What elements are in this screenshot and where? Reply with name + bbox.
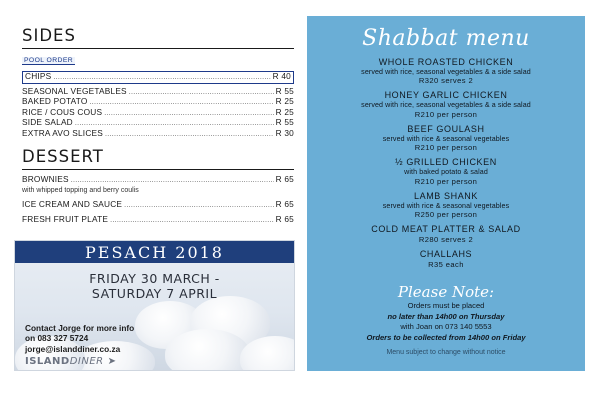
note-deadline: no later than 14h00 on Thursday	[387, 311, 505, 321]
shabbat-item-price: R210 per person	[414, 143, 478, 153]
item-name: SIDE SALAD	[22, 117, 73, 128]
shabbat-item-name: LAMB SHANK	[413, 190, 479, 201]
shabbat-item	[307, 57, 585, 85]
pesach-dates	[15, 271, 294, 301]
item-price: R 25	[275, 106, 294, 117]
sides-title: SIDES	[22, 26, 76, 45]
shabbat-item	[307, 224, 585, 244]
shabbat-item-name: CHALLAHS	[419, 249, 473, 260]
menu-item-ice-cream	[22, 200, 294, 211]
shabbat-item-name: BEEF GOULASH	[407, 123, 485, 134]
note-title: Please Note:	[397, 283, 495, 302]
item-name: EXTRA AVO SLICES	[22, 127, 103, 138]
shabbat-item-desc: served with rice & seasonal vegetables	[382, 201, 510, 210]
sides-section	[22, 26, 294, 140]
pesach-date-start: FRIDAY 30 MARCH -	[89, 271, 220, 286]
item-price: R 65	[275, 198, 294, 209]
leader-dots	[90, 97, 274, 108]
item-name: BAKED POTATO	[22, 96, 88, 107]
disclaimer: Menu subject to change without notice	[386, 349, 506, 357]
shabbat-item-name: COLD MEAT PLATTER & SALAD	[371, 224, 521, 235]
leader-dots	[105, 129, 274, 140]
fish-icon: ➤	[107, 356, 117, 367]
item-name: BROWNIES	[22, 174, 69, 184]
shabbat-title: Shabbat menu	[362, 26, 530, 51]
shabbat-item	[307, 124, 585, 152]
menu-item-brownies	[22, 175, 294, 186]
logo-bold: ISLAND	[25, 356, 70, 367]
shabbat-item-name: HONEY GARLIC CHICKEN	[384, 90, 508, 101]
leader-dots	[75, 118, 274, 129]
shabbat-item	[307, 90, 585, 118]
pool-order-label: POOL ORDER	[24, 57, 74, 64]
item-name: FRESH FRUIT PLATE	[22, 214, 109, 225]
leader-dots	[104, 108, 273, 119]
pesach-date-end: SATURDAY 7 APRIL	[91, 286, 218, 301]
shabbat-item-desc: served with rice & seasonal vegetables	[382, 134, 510, 143]
note-orders-placed: Orders must be placed	[407, 301, 485, 311]
item-price: R 40	[272, 71, 291, 81]
note-contact: with Joan on 073 140 5553	[400, 322, 492, 332]
shabbat-item-name: ½ GRILLED CHICKEN	[395, 157, 497, 168]
shabbat-item-desc: served with rice, seasonal vegetables & a side salad	[361, 101, 531, 110]
logo-light: DINER	[69, 356, 104, 367]
item-name: ICE CREAM AND SAUCE	[22, 198, 123, 209]
brownies-note: with whipped topping and berry coulis	[22, 186, 139, 194]
leader-dots	[53, 72, 270, 83]
item-price: R 65	[275, 214, 294, 225]
menu-item-extra-avo-slices	[22, 129, 294, 140]
shabbat-item-price: R280 serves 2	[418, 235, 474, 245]
pesach-contact	[25, 323, 134, 354]
shabbat-item-name: WHOLE ROASTED CHICKEN	[378, 57, 514, 67]
shabbat-item	[307, 191, 585, 219]
menu-item-chips	[22, 71, 294, 84]
contact-email: jorge@islanddiner.co.za	[25, 343, 121, 354]
item-name: SEASONAL VEGETABLES	[22, 85, 127, 96]
shabbat-item	[307, 157, 585, 185]
shabbat-menu-panel	[307, 16, 585, 371]
dessert-divider	[22, 169, 294, 170]
leader-dots	[124, 200, 274, 211]
dessert-title: DESSERT	[22, 147, 104, 166]
shabbat-item-price: R35 each	[428, 260, 464, 270]
leader-dots	[129, 87, 274, 98]
sides-list	[22, 71, 294, 140]
item-price: R 55	[275, 85, 294, 96]
item-price: R 30	[275, 127, 294, 138]
item-name: RICE / COUS COUS	[22, 106, 103, 117]
shabbat-item-price: R210 per person	[414, 109, 478, 119]
contact-line: Contact Jorge for more info	[25, 323, 135, 333]
note-collection: Orders to be collected from 14h00 on Friday	[366, 332, 526, 342]
leader-dots	[71, 175, 274, 186]
shabbat-item	[307, 249, 585, 269]
pesach-title: PESACH 2018	[15, 241, 294, 263]
shabbat-item-desc: with baked potato & salad	[404, 168, 488, 177]
item-price: R 25	[275, 96, 294, 107]
shabbat-item-price: R250 per person	[414, 210, 478, 220]
contact-phone: on 083 327 5724	[25, 333, 89, 344]
shabbat-item-price: R320 serves 2	[418, 76, 474, 86]
leader-dots	[110, 215, 274, 226]
pesach-panel	[14, 240, 295, 371]
dessert-section	[22, 147, 294, 228]
item-price: R 55	[275, 117, 294, 128]
shabbat-item-price: R210 per person	[414, 176, 478, 186]
shabbat-item-desc: served with rice, seasonal vegetables & a side salad	[361, 68, 531, 76]
sides-divider	[22, 48, 294, 49]
item-price: R 65	[275, 174, 294, 184]
menu-item-fresh-fruit	[22, 215, 294, 226]
island-diner-logo	[25, 356, 117, 367]
item-name: CHIPS	[25, 71, 52, 81]
